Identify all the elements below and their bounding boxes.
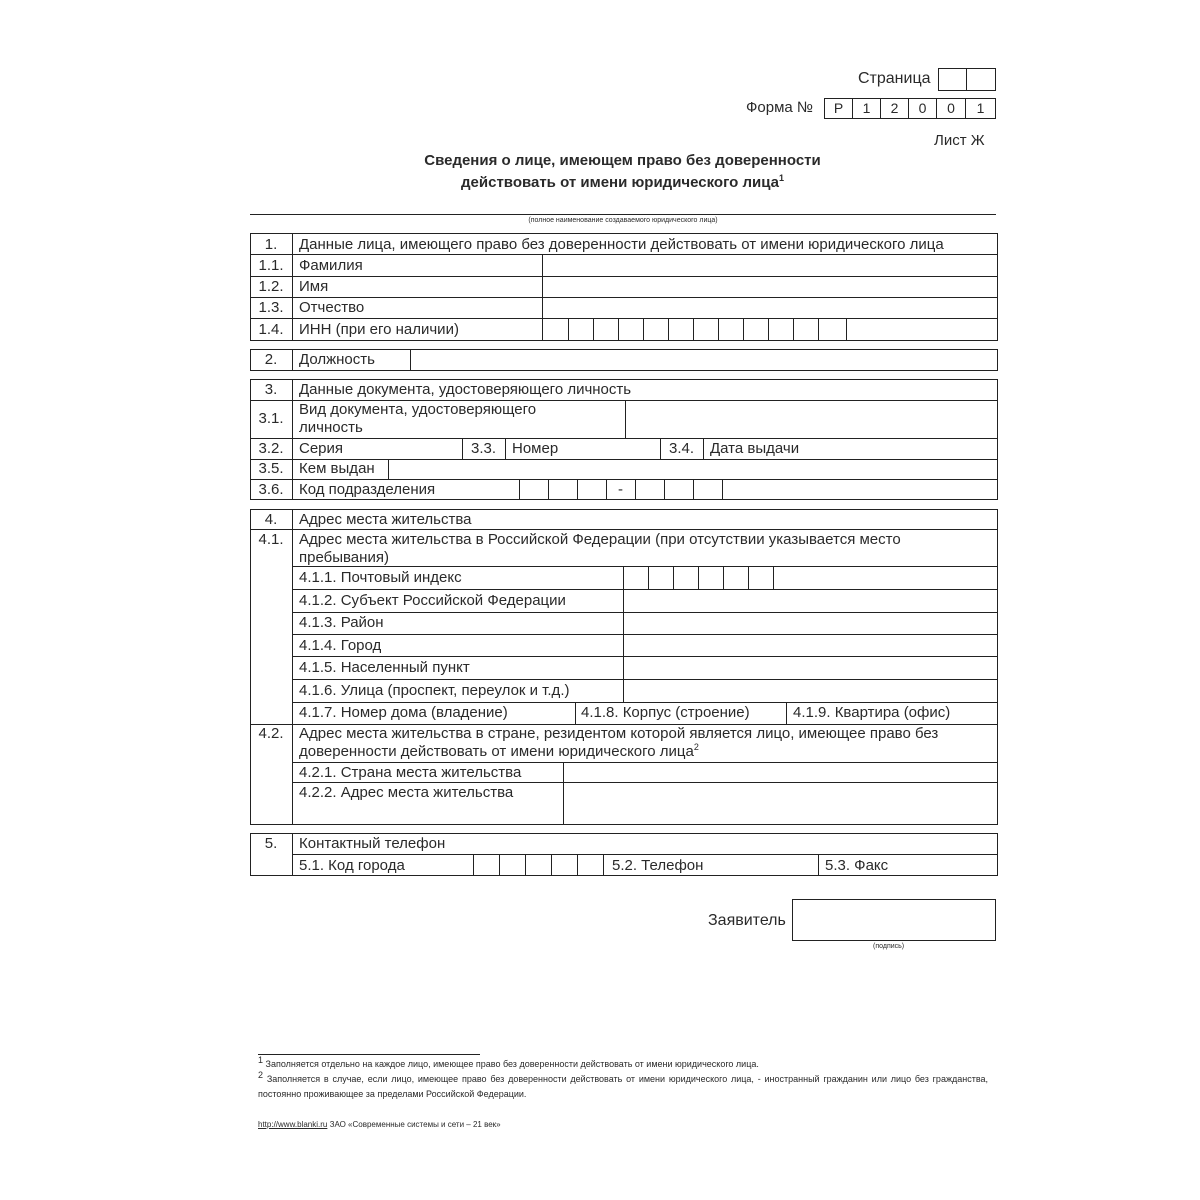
phone-heading: Контактный телефон [299, 835, 446, 852]
row-number: 3.3. [470, 440, 497, 457]
house-number-label: 4.1.7. Номер дома (владение) [299, 704, 508, 721]
entity-name-line[interactable] [250, 214, 996, 215]
district-label: 4.1.3. Район [299, 614, 384, 631]
signature-field[interactable] [792, 899, 996, 941]
form-code-char: Р [824, 98, 853, 119]
building-label: 4.1.8. Корпус (строение) [581, 704, 750, 721]
section-number: 2. [264, 351, 278, 368]
phone-label: 5.2. Телефон [612, 857, 704, 874]
country-field[interactable] [564, 763, 997, 782]
phone-field[interactable] [712, 855, 817, 876]
form-title-line1: Сведения о лице, имеющем право без доверенности [424, 152, 821, 169]
issue-date-field[interactable] [810, 439, 997, 459]
inn-digit-cells[interactable] [543, 319, 847, 341]
doc-series-label: Серия [299, 440, 344, 457]
rf-address-heading-line2: пребывания) [299, 549, 389, 566]
row-number: 3.5. [258, 460, 284, 477]
fax-label: 5.3. Факс [825, 857, 889, 874]
position-label: Должность [299, 351, 375, 368]
row-number: 4.1. [258, 531, 284, 548]
row-number: 3.6. [258, 481, 284, 498]
row-number: 3.2. [258, 440, 284, 457]
section-number: 1. [264, 236, 278, 253]
region-field[interactable] [624, 590, 997, 612]
form-title-line2 [250, 172, 995, 194]
row-number: 1.3. [258, 299, 284, 316]
source-line [258, 1120, 501, 1130]
footnote-number: 1 [258, 1055, 264, 1065]
city-code-label: 5.1. Код города [299, 857, 405, 874]
first-name-field[interactable] [543, 277, 997, 297]
city-field[interactable] [624, 635, 997, 656]
region-label: 4.1.2. Субъект Российской Федерации [299, 592, 566, 609]
postal-code-label: 4.1.1. Почтовый индекс [299, 569, 462, 586]
row-number: 3.4. [668, 440, 695, 457]
section-3-heading: Данные документа, удостоверяющего личность [299, 381, 632, 398]
form-code-char: 0 [908, 98, 937, 119]
footnote-ref: 1 [778, 173, 784, 183]
doc-type-label-line2: личность [299, 419, 363, 436]
section-number: 5. [264, 835, 278, 852]
city-label: 4.1.4. Город [299, 637, 382, 654]
sheet-label: Лист Ж [934, 132, 985, 149]
division-code-cells[interactable] [519, 480, 722, 500]
surname-label: Фамилия [299, 257, 363, 274]
foreign-address-heading-line1: Адрес места жительства в стране, резидентом которой является лицо, имеющее право без [299, 725, 939, 742]
position-field[interactable] [411, 350, 997, 370]
doc-number-field[interactable] [565, 439, 660, 459]
row-number: 1.4. [258, 321, 284, 338]
patronymic-field[interactable] [543, 298, 997, 318]
issued-by-label: Кем выдан [299, 460, 375, 477]
row-number: 3.1. [258, 410, 284, 427]
settlement-field[interactable] [624, 657, 997, 679]
page-number-field[interactable] [938, 68, 996, 91]
first-name-label: Имя [299, 278, 329, 295]
title-text: действовать от имени юридического лица [461, 174, 779, 191]
section-number: 4. [264, 511, 278, 528]
settlement-label: 4.1.5. Населенный пункт [299, 659, 470, 676]
section-number: 3. [264, 381, 278, 398]
apartment-label: 4.1.9. Квартира (офис) [793, 704, 951, 721]
foreign-address-label: 4.2.2. Адрес места жительства [299, 784, 514, 801]
row-number: 4.2. [258, 725, 284, 742]
doc-series-field[interactable] [350, 439, 462, 459]
section-4-heading: Адрес места жительства [299, 511, 472, 528]
source-link[interactable]: http://www.blanki.ru [258, 1120, 328, 1129]
postal-code-cells[interactable] [623, 567, 773, 589]
division-code-dash: - [618, 481, 623, 498]
form-code-char: 2 [880, 98, 909, 119]
footnote-2 [258, 1072, 988, 1102]
footnote-text: Заполняется отдельно на каждое лицо, имеющее право без доверенности действовать от имени юридического лица. [265, 1059, 759, 1069]
city-code-cells[interactable] [473, 855, 603, 876]
inn-label: ИНН (при его наличии) [299, 321, 459, 338]
page-number-divider [966, 68, 967, 91]
foreign-address-heading-line2 [299, 743, 699, 761]
footnote-ref: 2 [693, 742, 699, 752]
signature-caption: (подпись) [873, 943, 905, 950]
form-code-char: 0 [936, 98, 966, 119]
section-1-heading: Данные лица, имеющего право без доверенности действовать от имени юридического лица [299, 236, 944, 253]
form-code-char: 1 [852, 98, 881, 119]
row-number: 1.1. [258, 257, 284, 274]
doc-type-label-line1: Вид документа, удостоверяющего [299, 401, 537, 418]
applicant-label: Заявитель [708, 912, 786, 929]
street-field[interactable] [624, 680, 997, 702]
source-company: ЗАО «Современные системы и сети – 21 век» [329, 1120, 501, 1129]
surname-field[interactable] [543, 255, 997, 276]
street-label: 4.1.6. Улица (проспект, переулок и т.д.) [299, 682, 570, 699]
rf-address-heading-line1: Адрес места жительства в Российской Федерации (при отсутствии указывается место [299, 531, 901, 548]
row-number: 1.2. [258, 278, 284, 295]
district-field[interactable] [624, 613, 997, 634]
form-code-char: 1 [965, 98, 996, 119]
footnote-1 [258, 1057, 988, 1072]
division-code-label: Код подразделения [299, 481, 436, 498]
fax-field[interactable] [900, 855, 997, 876]
footnote-number: 2 [258, 1070, 264, 1080]
footnote-text: Заполняется в случае, если лицо, имеющее право без доверенности действовать от имени юридического лица, - иностранный гражданин или лицо без гражданства, постоянно проживающее за пределами Российской Федерации. [258, 1074, 988, 1099]
patronymic-label: Отчество [299, 299, 365, 316]
form-label: Форма № [746, 99, 814, 116]
country-label: 4.2.1. Страна места жительства [299, 764, 522, 781]
heading-text: доверенности действовать от имени юридического лица [299, 743, 694, 760]
issue-date-label: Дата выдачи [710, 440, 800, 457]
doc-number-label: Номер [512, 440, 559, 457]
foreign-address-field[interactable] [564, 783, 997, 824]
page-label: Страница [858, 70, 931, 87]
entity-name-caption: (полное наименование создаваемого юридического лица) [528, 217, 718, 224]
doc-type-field[interactable] [626, 401, 997, 438]
issued-by-field[interactable] [389, 460, 997, 479]
footnote-separator [258, 1054, 480, 1055]
